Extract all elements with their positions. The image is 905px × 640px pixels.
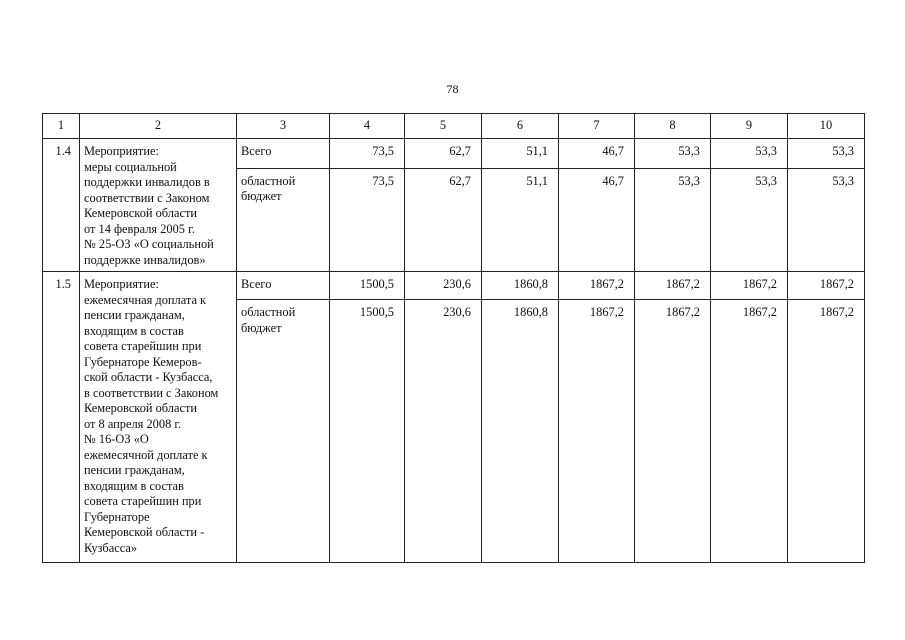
funding-source-line: бюджет bbox=[241, 189, 282, 204]
description-line: Губернаторе Кемеров- bbox=[84, 354, 202, 369]
funding-source-line: бюджет bbox=[241, 320, 282, 335]
item-code: 1.4 bbox=[43, 139, 80, 272]
value-cell: 46,7 bbox=[559, 168, 635, 271]
funding-source-line: Всего bbox=[241, 144, 272, 158]
description-line: ежемесячная доплата к bbox=[84, 292, 207, 307]
description-line: пенсии гражданам, bbox=[84, 308, 185, 322]
funding-source bbox=[237, 139, 330, 169]
funding-source-line: областной bbox=[241, 305, 296, 319]
program-table bbox=[42, 113, 865, 563]
value-cell: 1867,2 bbox=[635, 272, 711, 300]
description-line: № 16-ОЗ «О bbox=[84, 432, 149, 446]
value-cell: 1500,5 bbox=[330, 272, 405, 300]
description-line: пенсии гражданам, bbox=[84, 463, 185, 477]
table-row bbox=[43, 272, 865, 300]
value-cell: 1867,2 bbox=[788, 300, 865, 563]
column-number: 7 bbox=[559, 114, 635, 139]
description-line: соответствии с Законом bbox=[84, 190, 210, 205]
table-row bbox=[43, 139, 865, 169]
description-line: поддержки инвалидов в bbox=[84, 175, 210, 189]
description-line: в соответствии с Законом bbox=[84, 385, 219, 400]
value-cell: 1867,2 bbox=[559, 300, 635, 563]
value-cell: 230,6 bbox=[405, 300, 482, 563]
value-cell: 1867,2 bbox=[559, 272, 635, 300]
value-cell: 53,3 bbox=[788, 168, 865, 271]
description-line: Кемеровской области bbox=[84, 401, 198, 415]
funding-source bbox=[237, 300, 330, 563]
description-line: поддержке инвалидов» bbox=[84, 252, 206, 267]
value-cell: 46,7 bbox=[559, 139, 635, 169]
column-number: 5 bbox=[405, 114, 482, 139]
description-line: от 8 апреля 2008 г. bbox=[84, 416, 182, 431]
column-number: 3 bbox=[237, 114, 330, 139]
description-line: Кузбасса» bbox=[84, 540, 138, 555]
funding-source-line: Всего bbox=[241, 277, 272, 291]
funding-source bbox=[237, 168, 330, 271]
value-cell: 53,3 bbox=[635, 139, 711, 169]
value-cell: 1867,2 bbox=[711, 272, 788, 300]
page-number: 78 bbox=[446, 82, 459, 96]
value-cell: 73,5 bbox=[330, 168, 405, 271]
item-description bbox=[80, 139, 237, 272]
value-cell: 73,5 bbox=[330, 139, 405, 169]
value-cell: 53,3 bbox=[635, 168, 711, 271]
description-line: ежемесячной доплате к bbox=[84, 447, 208, 462]
description-line: № 25-ОЗ «О социальной bbox=[84, 237, 214, 251]
description-line: меры социальной bbox=[84, 159, 177, 174]
description-line: Мероприятие: bbox=[84, 144, 159, 158]
value-cell: 1500,5 bbox=[330, 300, 405, 563]
funding-source-line: областной bbox=[241, 173, 296, 188]
description-line: совета старейшин при bbox=[84, 494, 202, 508]
value-cell: 51,1 bbox=[482, 168, 559, 271]
value-cell: 1867,2 bbox=[635, 300, 711, 563]
description-line: от 14 февраля 2005 г. bbox=[84, 221, 195, 236]
value-cell: 62,7 bbox=[405, 139, 482, 169]
column-number: 4 bbox=[330, 114, 405, 139]
value-cell: 1867,2 bbox=[711, 300, 788, 563]
value-cell: 53,3 bbox=[711, 139, 788, 169]
item-code: 1.5 bbox=[43, 272, 80, 563]
description-line: Кемеровской области bbox=[84, 206, 198, 220]
column-number: 1 bbox=[43, 114, 80, 139]
value-cell: 1860,8 bbox=[482, 300, 559, 563]
item-description bbox=[80, 272, 237, 563]
value-cell: 53,3 bbox=[788, 139, 865, 169]
description-line: Губернаторе bbox=[84, 509, 150, 524]
value-cell: 62,7 bbox=[405, 168, 482, 271]
value-cell: 53,3 bbox=[711, 168, 788, 271]
funding-source bbox=[237, 272, 330, 300]
description-line: Мероприятие: bbox=[84, 277, 159, 291]
description-line: входящим в состав bbox=[84, 478, 184, 493]
column-number: 6 bbox=[482, 114, 559, 139]
description-line: Кемеровской области - bbox=[84, 525, 205, 539]
value-cell: 51,1 bbox=[482, 139, 559, 169]
column-number: 8 bbox=[635, 114, 711, 139]
value-cell: 1867,2 bbox=[788, 272, 865, 300]
column-number: 9 bbox=[711, 114, 788, 139]
column-number: 2 bbox=[80, 114, 237, 139]
description-line: входящим в состав bbox=[84, 323, 184, 338]
description-line: ской области - Кузбасса, bbox=[84, 370, 213, 384]
value-cell: 1860,8 bbox=[482, 272, 559, 300]
column-number-row bbox=[43, 114, 865, 139]
description-line: совета старейшин при bbox=[84, 339, 202, 353]
column-number: 10 bbox=[788, 114, 865, 139]
value-cell: 230,6 bbox=[405, 272, 482, 300]
